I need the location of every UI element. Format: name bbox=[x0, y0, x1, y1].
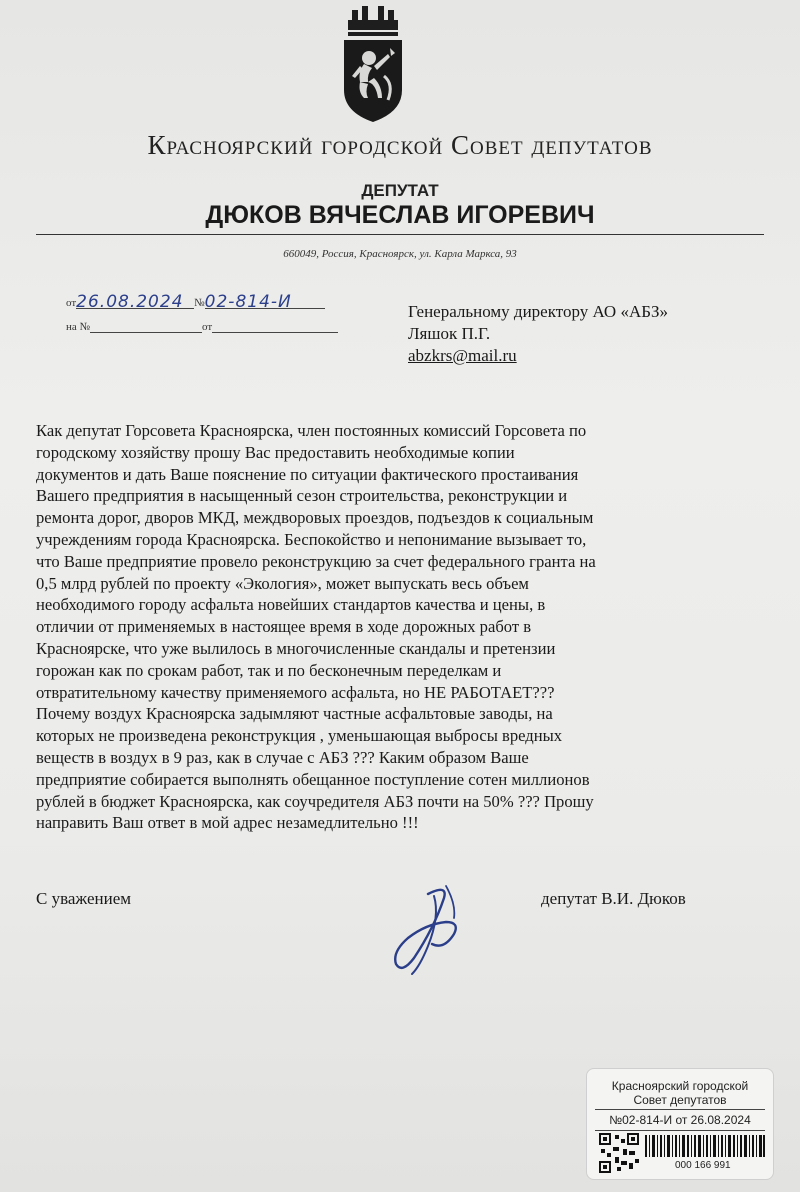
body-line: городскому хозяйству прошу Вас предоставить необходимые копии bbox=[36, 442, 515, 462]
recipient-position: Генеральному директору АО «АБЗ» bbox=[408, 302, 669, 321]
sticker-line-1: Красноярский городской bbox=[611, 1079, 749, 1093]
signer-name: депутат В.И. Дюков bbox=[541, 889, 686, 908]
reply-from-label: от bbox=[202, 321, 213, 333]
council-name: Красноярский городской Совет депутатов bbox=[147, 130, 653, 160]
closing-regards: С уважением bbox=[36, 889, 132, 908]
sticker-divider bbox=[595, 1130, 765, 1131]
body-line: веществ в воздух в 9 раз, как в случае с АБЗ ??? Каким образом Ваше bbox=[36, 747, 529, 767]
body-line: предприятие собирается выполнять обещанное поступление сотен миллионов bbox=[36, 769, 590, 789]
body-line: отличии от применяемых в настоящее время в ходе дорожных работ в bbox=[36, 617, 532, 637]
city-coat-of-arms bbox=[338, 6, 408, 124]
body-line: необходимого городу асфальта новейших стандартов качества и цены, в bbox=[36, 595, 546, 615]
letterhead-address: 660049, Россия, Красноярск, ул. Карла Маркса, 93 bbox=[283, 248, 517, 260]
body-line: Почему воздух Красноярска задымляют частные асфальтовые заводы, на bbox=[36, 704, 553, 724]
body-line: рублей в бюджет Красноярска, как соучредителя АБЗ почти на 50% ??? Прошу bbox=[36, 791, 594, 811]
handwritten-date: 26.08.2024 bbox=[76, 292, 184, 312]
reply-date-field bbox=[212, 316, 338, 333]
body-line: Вашего предприятия в насыщенный сезон строительства, реконструкции и bbox=[36, 486, 568, 506]
reply-to-field bbox=[90, 316, 202, 333]
reply-to-label: на № bbox=[66, 321, 91, 333]
sticker-divider bbox=[595, 1109, 765, 1110]
body-line: направить Ваш ответ в мой адрес незамедлительно !!! bbox=[36, 813, 419, 833]
registration-sticker bbox=[586, 1068, 774, 1180]
handwritten-signature bbox=[368, 876, 478, 976]
body-line: учреждениям города Красноярска. Беспокойство и непонимание вызывает то, bbox=[36, 529, 587, 549]
body-line: Как депутат Горсовета Красноярска, член постоянных комиссий Горсовета по bbox=[36, 421, 587, 440]
body-line: Красноярске, что уже вылилось в многочисленные скандалы и претензии bbox=[36, 638, 556, 658]
barcode-icon bbox=[645, 1135, 765, 1157]
body-line: 0,5 млрд рублей по проекту «Экология», может выпускать весь объем bbox=[36, 573, 529, 593]
sticker-reg-number: №02-814-И от 26.08.2024 bbox=[609, 1113, 751, 1127]
outgoing-registration bbox=[66, 292, 325, 312]
recipient-name: Ляшок П.Г. bbox=[408, 324, 491, 343]
letter-body bbox=[36, 420, 762, 834]
date-field bbox=[76, 292, 194, 312]
recipient-block bbox=[408, 301, 668, 367]
qr-code-icon bbox=[599, 1133, 639, 1173]
number-field bbox=[204, 292, 325, 312]
header-divider bbox=[36, 234, 764, 235]
body-line: отвратительному качеству применяемого асфальта, но НЕ РАБОТАЕТ??? bbox=[36, 682, 555, 702]
body-line: документов и дать Ваше пояснение по ситуации фактического простаивания bbox=[36, 464, 579, 484]
barcode-number: 000 166 991 bbox=[675, 1160, 731, 1171]
sticker-line-2: Совет депутатов bbox=[633, 1093, 727, 1107]
body-line: горожан как по срокам работ, так и по бесконечным переделкам и bbox=[36, 660, 502, 680]
body-line: ремонта дорог, дворов МКД, междворовых проездов, подъездов к социальным bbox=[36, 508, 594, 528]
deputy-title: ДЕПУТАТ bbox=[361, 181, 439, 200]
handwritten-number: 02-814-И bbox=[204, 292, 292, 312]
recipient-email: abzkrs@mail.ru bbox=[408, 346, 517, 365]
incoming-registration bbox=[66, 316, 338, 333]
deputy-name: ДЮКОВ ВЯЧЕСЛАВ ИГОРЕВИЧ bbox=[205, 201, 595, 229]
body-line: которых не произведена реконструкция , уменьшающая выбросы вредных bbox=[36, 726, 563, 746]
body-line: что Ваше предприятие провело реконструкцию за счет федерального гранта на bbox=[36, 551, 596, 571]
from-label: от bbox=[66, 297, 77, 309]
number-label: № bbox=[194, 297, 205, 309]
